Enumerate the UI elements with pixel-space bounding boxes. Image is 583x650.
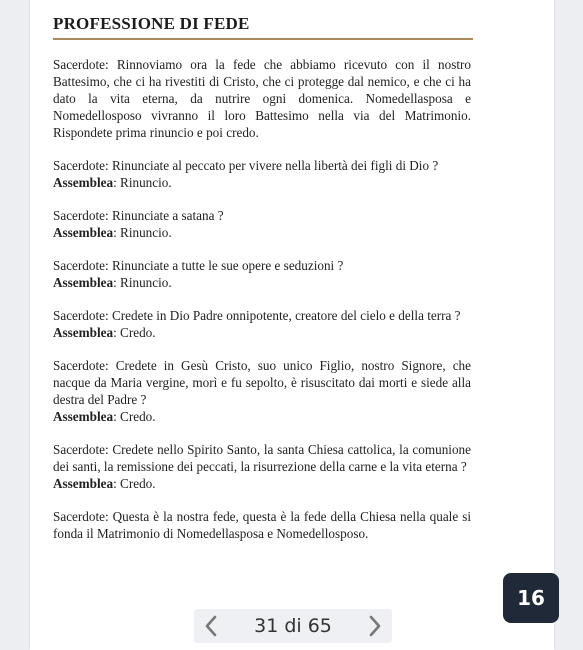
priest-line: Sacerdote: Rinunciate a satana ? [53, 208, 224, 223]
priest-line: Sacerdote: Credete nello Spirito Santo, la santa Chiesa cattolica, la comunione dei santi, la remissione dei peccati, la risurrezione della carne e la vita eterna ? [53, 442, 471, 474]
priest-line: Sacerdote: Credete in Gesù Cristo, suo unico Figlio, nostro Signore, che nacque da Maria vergine, morì e fu sepolto, è risuscitato dai morti e siede alla destra del Padre ? [53, 358, 471, 407]
exchange-block [53, 207, 471, 241]
assembly-reply: : Rinuncio. [113, 225, 172, 240]
priest-line: Sacerdote: Credete in Dio Padre onnipotente, creatore del cielo e della terra ? [53, 308, 461, 323]
exchange-block [53, 441, 471, 492]
assembly-line [53, 274, 471, 291]
chevron-right-icon [367, 614, 383, 638]
assembly-line [53, 174, 471, 191]
assembly-label: Assemblea [53, 409, 114, 424]
page-navigator [194, 609, 392, 643]
assembly-line [53, 324, 471, 341]
assembly-line [53, 475, 471, 492]
prev-page-button[interactable] [194, 609, 228, 643]
assembly-reply: : Credo. [113, 476, 156, 491]
assembly-reply: : Rinuncio. [113, 275, 172, 290]
assembly-reply: : Rinuncio. [113, 175, 172, 190]
count-badge[interactable]: 16 [503, 573, 559, 623]
chevron-left-icon [203, 614, 219, 638]
exchange-block [53, 357, 471, 425]
next-page-button[interactable] [358, 609, 392, 643]
page-title: PROFESSIONE DI FEDE [53, 14, 250, 33]
assembly-reply: : Credo. [113, 325, 156, 340]
intro-text: Sacerdote: Rinnoviamo ora la fede che abbiamo ricevuto con il nostro Battesimo, che ci ha rivestiti di Cristo, che ci protegge dal nemico, e che ci ha dato la vita eterna, da nutrire ogni domenica. Nomedellasposa e Nomedellosposo vivranno il loro Battesimo nella via del Matrimonio. Rispondete prima rinuncio e poi credo. [53, 57, 471, 140]
closing-paragraph [53, 508, 471, 542]
assembly-label: Assemblea [53, 225, 114, 240]
document-body [53, 56, 471, 558]
exchange-block [53, 307, 471, 341]
exchange-block [53, 157, 471, 191]
assembly-line [53, 408, 471, 425]
title-divider [53, 38, 473, 40]
page-indicator: 31 di 65 [254, 615, 332, 637]
priest-line: Sacerdote: Rinunciate al peccato per vivere nella libertà dei figli di Dio ? [53, 158, 439, 173]
assembly-line [53, 224, 471, 241]
assembly-label: Assemblea [53, 175, 114, 190]
exchange-block [53, 257, 471, 291]
assembly-label: Assemblea [53, 476, 114, 491]
closing-text: Sacerdote: Questa è la nostra fede, questa è la fede della Chiesa nella quale si fonda il Matrimonio di Nomedellasposa e Nomedellosposo. [53, 509, 471, 541]
assembly-label: Assemblea [53, 275, 114, 290]
priest-line: Sacerdote: Rinunciate a tutte le sue opere e seduzioni ? [53, 258, 344, 273]
intro-paragraph [53, 56, 471, 141]
assembly-reply: : Credo. [113, 409, 156, 424]
assembly-label: Assemblea [53, 325, 114, 340]
